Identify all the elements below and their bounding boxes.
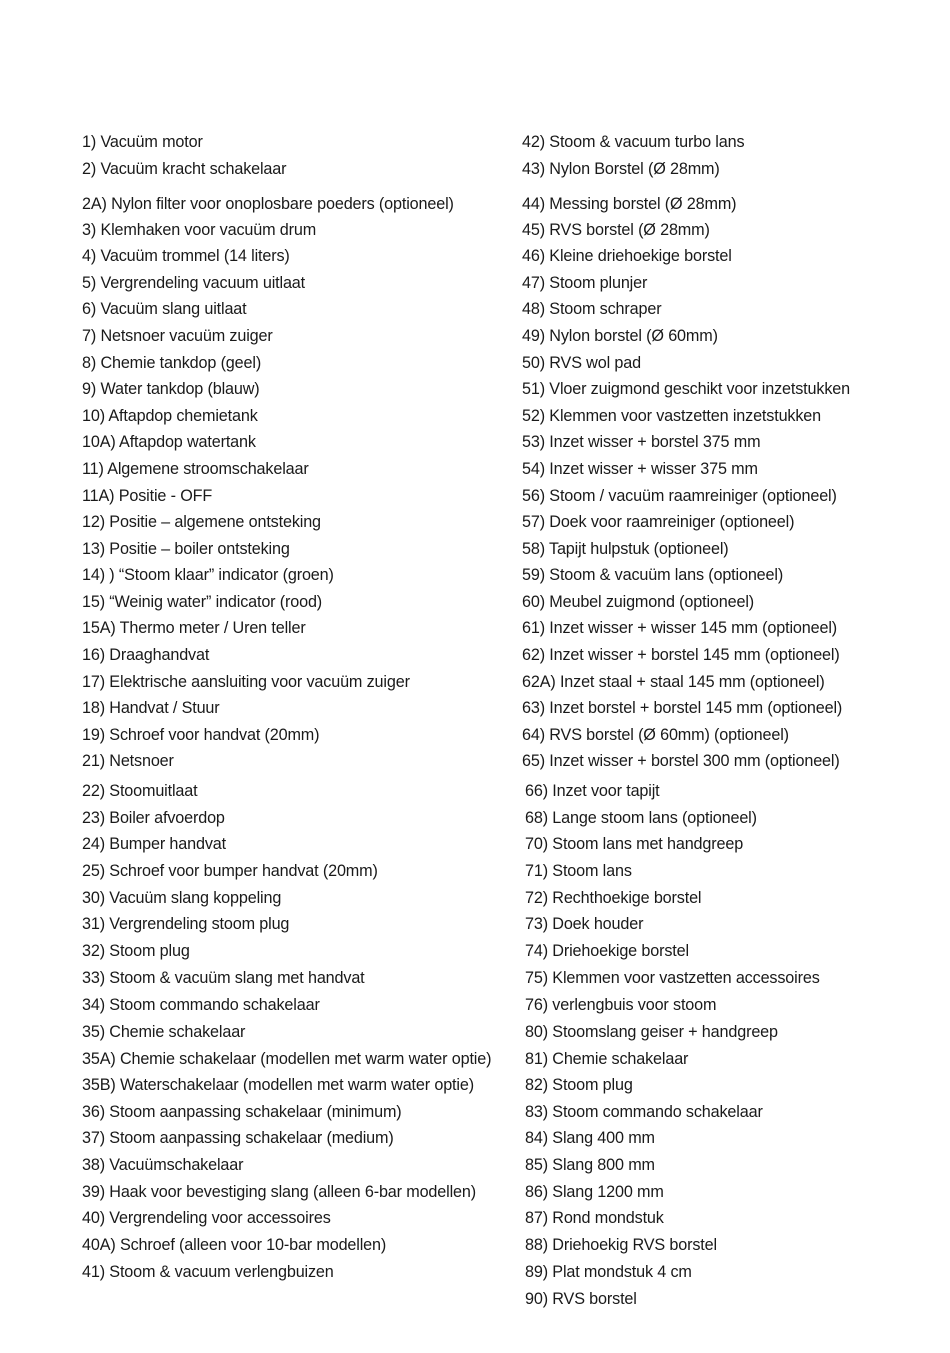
list-item: 39) Haak voor bevestiging slang (alleen 6-bar modellen) [82, 1183, 476, 1201]
list-item: 30) Vacuüm slang koppeling [82, 889, 282, 907]
list-item: 60) Meubel zuigmond (optioneel) [522, 593, 755, 611]
list-item: 9) Water tankdop (blauw) [82, 380, 260, 398]
list-item: 76) verlengbuis voor stoom [525, 996, 717, 1014]
list-item: 73) Doek houder [525, 915, 644, 933]
list-item: 52) Klemmen voor vastzetten inzetstukken [522, 407, 822, 425]
list-item: 74) Driehoekige borstel [525, 942, 689, 960]
list-item: 34) Stoom commando schakelaar [82, 996, 320, 1014]
list-item: 42) Stoom & vacuum turbo lans [522, 133, 745, 151]
list-item: 85) Slang 800 mm [525, 1156, 655, 1174]
list-item: 8) Chemie tankdop (geel) [82, 354, 262, 372]
list-item: 44) Messing borstel (Ø 28mm) [522, 195, 737, 213]
list-item: 31) Vergrendeling stoom plug [82, 915, 290, 933]
list-item: 90) RVS borstel [525, 1290, 637, 1308]
list-item: 58) Tapijt hulpstuk (optioneel) [522, 540, 729, 558]
list-item: 16) Draaghandvat [82, 646, 210, 664]
list-item: 6) Vacuüm slang uitlaat [82, 300, 247, 318]
list-item: 72) Rechthoekige borstel [525, 889, 702, 907]
list-item: 21) Netsnoer [82, 752, 174, 770]
list-item: 61) Inzet wisser + wisser 145 mm (optioneel) [522, 619, 838, 637]
list-item: 35A) Chemie schakelaar (modellen met warm water optie) [82, 1050, 492, 1068]
list-item: 48) Stoom schraper [522, 300, 662, 318]
list-item: 53) Inzet wisser + borstel 375 mm [522, 433, 761, 451]
list-item: 25) Schroef voor bumper handvat (20mm) [82, 862, 378, 880]
list-item: 49) Nylon borstel (Ø 60mm) [522, 327, 718, 345]
list-item: 23) Boiler afvoerdop [82, 809, 225, 827]
list-item: 51) Vloer zuigmond geschikt voor inzetstukken [522, 380, 850, 398]
list-item: 7) Netsnoer vacuüm zuiger [82, 327, 273, 345]
list-item: 40) Vergrendeling voor accessoires [82, 1209, 331, 1227]
list-item: 70) Stoom lans met handgreep [525, 835, 744, 853]
list-item: 43) Nylon Borstel (Ø 28mm) [522, 160, 720, 178]
list-item: 32) Stoom plug [82, 942, 190, 960]
list-item: 89) Plat mondstuk 4 cm [525, 1263, 692, 1281]
list-item: 62A) Inzet staal + staal 145 mm (optioneel) [522, 673, 825, 691]
list-item: 10A) Aftapdop watertank [82, 433, 256, 451]
list-item: 17) Elektrische aansluiting voor vacuüm zuiger [82, 673, 410, 691]
list-item: 22) Stoomuitlaat [82, 782, 198, 800]
list-item: 71) Stoom lans [525, 862, 632, 880]
list-item: 64) RVS borstel (Ø 60mm) (optioneel) [522, 726, 789, 744]
list-item: 36) Stoom aanpassing schakelaar (minimum) [82, 1103, 402, 1121]
list-item: 86) Slang 1200 mm [525, 1183, 664, 1201]
list-item: 41) Stoom & vacuum verlengbuizen [82, 1263, 334, 1281]
list-item: 87) Rond mondstuk [525, 1209, 664, 1227]
list-item: 15A) Thermo meter / Uren teller [82, 619, 306, 637]
list-item: 2A) Nylon filter voor onoplosbare poeders (optioneel) [82, 195, 454, 213]
list-item: 11) Algemene stroomschakelaar [82, 460, 309, 478]
list-item: 35B) Waterschakelaar (modellen met warm water optie) [82, 1076, 474, 1094]
list-item: 4) Vacuüm trommel (14 liters) [82, 247, 290, 265]
list-item: 24) Bumper handvat [82, 835, 226, 853]
list-item: 65) Inzet wisser + borstel 300 mm (optioneel) [522, 752, 840, 770]
list-item: 37) Stoom aanpassing schakelaar (medium) [82, 1129, 394, 1147]
list-item: 40A) Schroef (alleen voor 10-bar modellen) [82, 1236, 387, 1254]
list-item: 59) Stoom & vacuüm lans (optioneel) [522, 566, 784, 584]
list-item: 56) Stoom / vacuüm raamreiniger (optioneel) [522, 487, 837, 505]
list-item: 75) Klemmen voor vastzetten accessoires [525, 969, 820, 987]
list-item: 81) Chemie schakelaar [525, 1050, 689, 1068]
list-item: 46) Kleine driehoekige borstel [522, 247, 732, 265]
list-item: 66) Inzet voor tapijt [525, 782, 660, 800]
list-item: 13) Positie – boiler ontsteking [82, 540, 290, 558]
list-item: 54) Inzet wisser + wisser 375 mm [522, 460, 758, 478]
list-item: 2) Vacuüm kracht schakelaar [82, 160, 287, 178]
list-item: 14) ) “Stoom klaar” indicator (groen) [82, 566, 334, 584]
list-item: 68) Lange stoom lans (optioneel) [525, 809, 757, 827]
list-item: 47) Stoom plunjer [522, 274, 648, 292]
list-item: 3) Klemhaken voor vacuüm drum [82, 221, 317, 239]
list-item: 1) Vacuüm motor [82, 133, 203, 151]
list-item: 19) Schroef voor handvat (20mm) [82, 726, 320, 744]
list-item: 82) Stoom plug [525, 1076, 633, 1094]
list-item: 11A) Positie - OFF [82, 487, 213, 505]
list-item: 83) Stoom commando schakelaar [525, 1103, 763, 1121]
list-item: 57) Doek voor raamreiniger (optioneel) [522, 513, 795, 531]
list-item: 84) Slang 400 mm [525, 1129, 655, 1147]
list-item: 12) Positie – algemene ontsteking [82, 513, 321, 531]
list-item: 5) Vergrendeling vacuum uitlaat [82, 274, 306, 292]
list-item: 63) Inzet borstel + borstel 145 mm (optioneel) [522, 699, 843, 717]
list-item: 10) Aftapdop chemietank [82, 407, 258, 425]
list-item: 50) RVS wol pad [522, 354, 641, 372]
list-item: 33) Stoom & vacuüm slang met handvat [82, 969, 365, 987]
list-item: 88) Driehoekig RVS borstel [525, 1236, 717, 1254]
list-item: 18) Handvat / Stuur [82, 699, 220, 717]
list-item: 62) Inzet wisser + borstel 145 mm (optioneel) [522, 646, 840, 664]
list-item: 35) Chemie schakelaar [82, 1023, 246, 1041]
list-item: 45) RVS borstel (Ø 28mm) [522, 221, 710, 239]
list-item: 15) “Weinig water” indicator (rood) [82, 593, 323, 611]
list-item: 80) Stoomslang geiser + handgreep [525, 1023, 778, 1041]
list-item: 38) Vacuümschakelaar [82, 1156, 244, 1174]
